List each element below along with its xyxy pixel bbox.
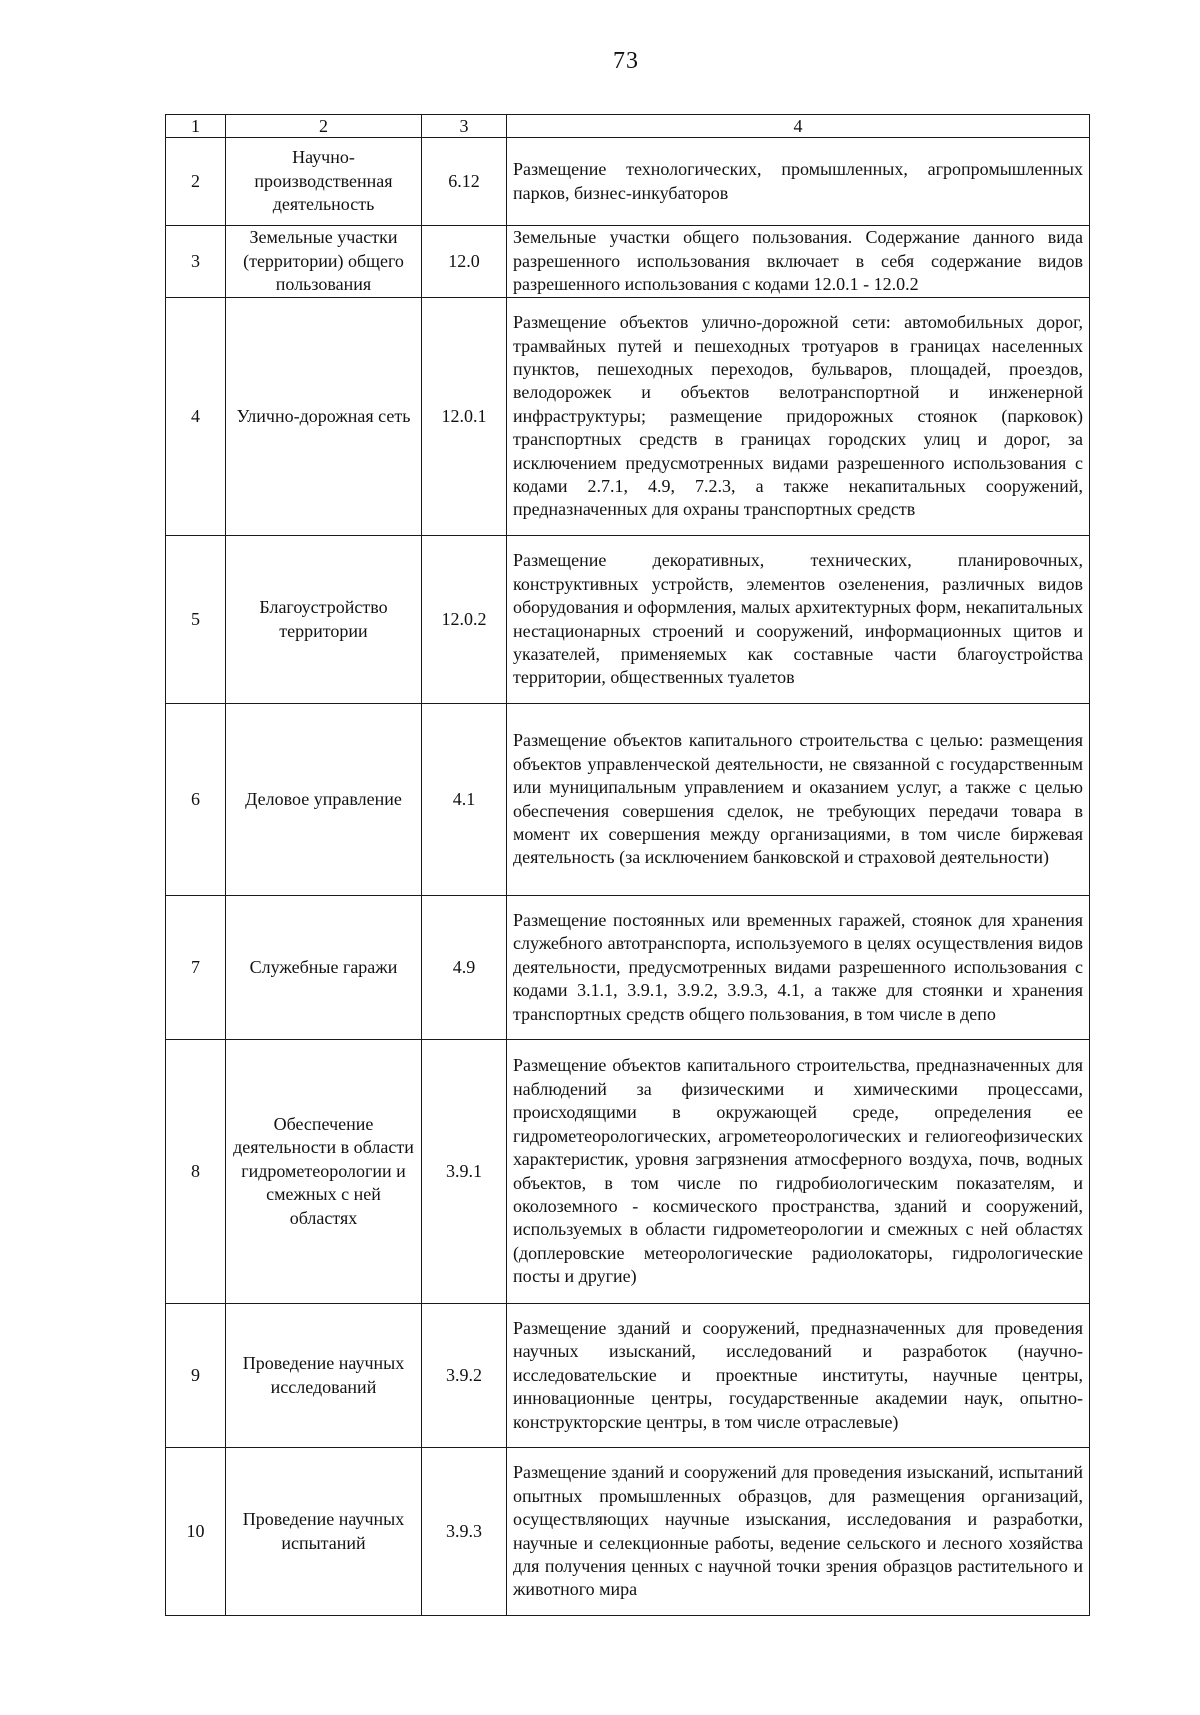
row-description: Размещение зданий и сооружений, предназначенных для проведения научных изысканий, исследований и разработок (научно-исследовательские и проектные институты, научные центры, инновационные центры, государственные академии наук, опытно-конструкторские центры, в том числе отраслевые) — [507, 1304, 1090, 1448]
row-number: 4 — [166, 298, 226, 536]
row-name: Благоустройство территории — [226, 536, 422, 704]
table-row — [166, 138, 1090, 226]
header-col-2: 2 — [226, 115, 422, 138]
row-name: Научно-производственная деятельность — [226, 138, 422, 226]
row-description: Размещение декоративных, технических, планировочных, конструктивных устройств, элементов озеленения, различных видов оборудования и оформления, малых архитектурных форм, некапитальных нестационарных строений и сооружений, информационных щитов и указателей, применяемых как составные части благоустройства территории, общественных туалетов — [507, 536, 1090, 704]
row-number: 3 — [166, 226, 226, 298]
header-col-4: 4 — [507, 115, 1090, 138]
row-number: 6 — [166, 704, 226, 896]
row-code: 4.9 — [422, 896, 507, 1040]
row-code: 3.9.2 — [422, 1304, 507, 1448]
row-description: Размещение технологических, промышленных, агропромышленных парков, бизнес-инкубаторов — [507, 138, 1090, 226]
row-description: Размещение объектов капитального строительства с целью: размещения объектов управленческой деятельности, не связанной с государственным или муниципальным управлением и оказанием услуг, а также с целью обеспечения совершения сделок, не требующих передачи товара в момент их совершения между организациями, в том числе биржевая деятельность (за исключением банковской и страховой деятельности) — [507, 704, 1090, 896]
row-code: 12.0 — [422, 226, 507, 298]
row-description: Размещение зданий и сооружений для проведения изысканий, испытаний опытных промышленных образцов, для размещения организаций, осуществляющих научные изыскания, исследования и разработки, научные и селекционные работы, ведение сельского и лесного хозяйства для получения ценных с научной точки зрения образцов растительного и животного мира — [507, 1448, 1090, 1616]
row-description: Размещение объектов капитального строительства, предназначенных для наблюдений за физическими и химическими процессами, происходящими в окружающей среде, определения ее гидрометеорологических, агрометеорологических и гелиогеофизических характеристик, уровня загрязнения атмосферного воздуха, почв, водных объектов, в том числе по гидробиологическим показателям, и околоземного - космического пространства, зданий и сооружений, используемых в области гидрометеорологии и смежных с ней областях (доплеровские метеорологические радиолокаторы, гидрологические посты и другие) — [507, 1040, 1090, 1304]
table-row — [166, 298, 1090, 536]
row-code: 3.9.3 — [422, 1448, 507, 1616]
row-description: Земельные участки общего пользования. Содержание данного вида разрешенного использования включает в себя содержание видов разрешенного использования с кодами 12.0.1 - 12.0.2 — [507, 226, 1090, 298]
row-description: Размещение объектов улично-дорожной сети: автомобильных дорог, трамвайных путей и пешеходных тротуаров в границах населенных пунктов, пешеходных переходов, бульваров, площадей, проездов, велодорожек и объектов велотранспортной и инженерной инфраструктуры; размещение придорожных стоянок (парковок) транспортных средств в границах городских улиц и дорог, за исключением предусмотренных видами разрешенного использования с кодами 2.7.1, 4.9, 7.2.3, а также некапитальных сооружений, предназначенных для охраны транспортных средств — [507, 298, 1090, 536]
header-col-1: 1 — [166, 115, 226, 138]
row-number: 10 — [166, 1448, 226, 1616]
row-number: 8 — [166, 1040, 226, 1304]
row-number: 2 — [166, 138, 226, 226]
row-name: Служебные гаражи — [226, 896, 422, 1040]
table-row — [166, 704, 1090, 896]
table-row — [166, 226, 1090, 298]
row-number: 5 — [166, 536, 226, 704]
row-name: Деловое управление — [226, 704, 422, 896]
row-name: Улично-дорожная сеть — [226, 298, 422, 536]
table-row — [166, 536, 1090, 704]
row-number: 7 — [166, 896, 226, 1040]
row-code: 12.0.2 — [422, 536, 507, 704]
row-code: 12.0.1 — [422, 298, 507, 536]
row-code: 3.9.1 — [422, 1040, 507, 1304]
table-header-row — [166, 115, 1090, 138]
page-number: 73 — [613, 48, 639, 74]
row-number: 9 — [166, 1304, 226, 1448]
row-name: Земельные участки (территории) общего пользования — [226, 226, 422, 298]
row-code: 6.12 — [422, 138, 507, 226]
row-name: Обеспечение деятельности в области гидрометеорологии и смежных с ней областях — [226, 1040, 422, 1304]
table-row — [166, 896, 1090, 1040]
row-description: Размещение постоянных или временных гаражей, стоянок для хранения служебного автотранспорта, используемого в целях осуществления видов деятельности, предусмотренных видами разрешенного использования с кодами 3.1.1, 3.9.1, 3.9.2, 3.9.3, 4.1, а также для стоянки и хранения транспортных средств общего пользования, в том числе в депо — [507, 896, 1090, 1040]
table-row — [166, 1304, 1090, 1448]
table-row — [166, 1448, 1090, 1616]
row-code: 4.1 — [422, 704, 507, 896]
table-row — [166, 1040, 1090, 1304]
row-name: Проведение научных испытаний — [226, 1448, 422, 1616]
row-name: Проведение научных исследований — [226, 1304, 422, 1448]
land-use-table — [165, 114, 1090, 1616]
header-col-3: 3 — [422, 115, 507, 138]
